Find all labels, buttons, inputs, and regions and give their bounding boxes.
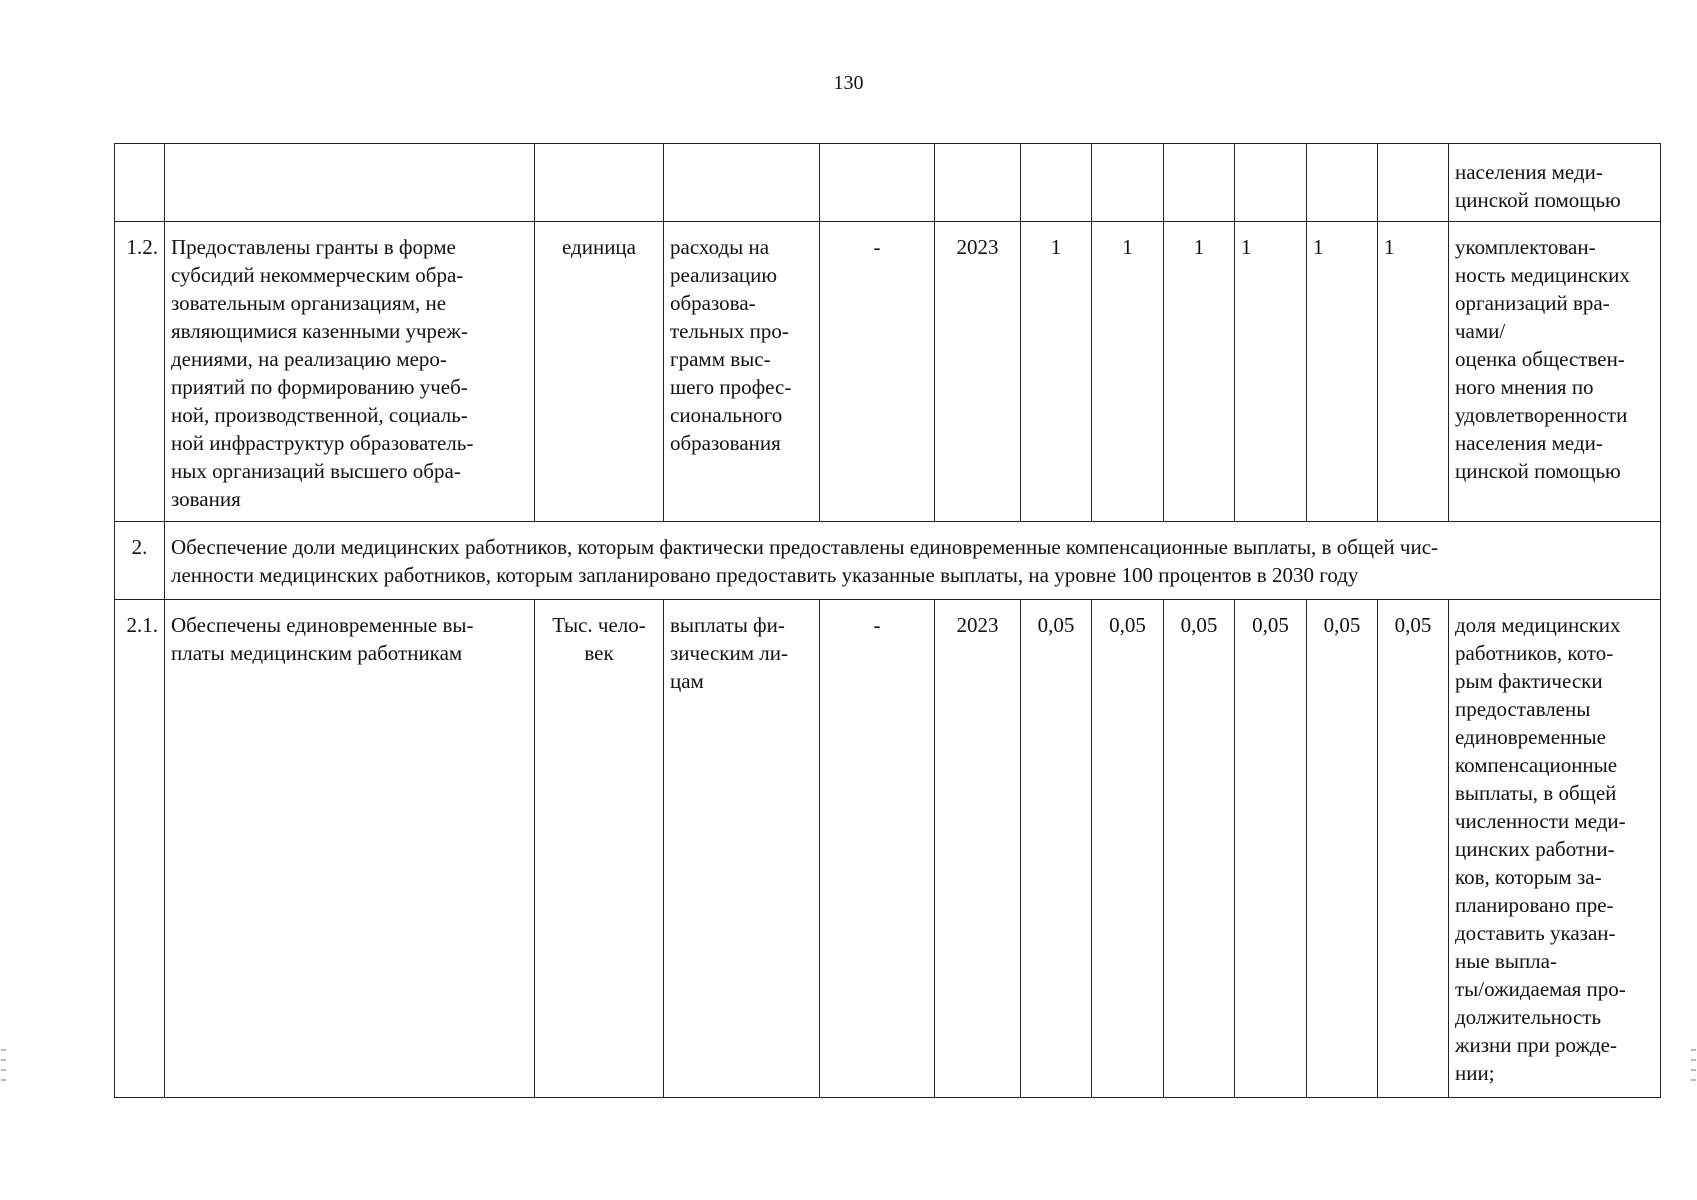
cell-value [1164, 144, 1235, 222]
cell-type: расходы на реализацию образова- тельных про- грамм выс- шего профес- сионального образования [664, 222, 820, 522]
table-row-1-2 [115, 222, 1661, 522]
cell-result-indicator: доля медицинских работников, кото- рым фактически предоставлены единовременные компенсационные выплаты, в общей численности меди- цинских работни- ков, которым за- планировано пре- доставить указан- ные выпла- ты/ожидаемая про- должительность жизни при рожде- нии; [1449, 600, 1661, 1098]
cell-value-2028: 0,05 [1235, 600, 1307, 1098]
table-row-2-1 [115, 600, 1661, 1098]
cell-value [1235, 144, 1307, 222]
cell-name: Предоставлены гранты в форме субсидий некоммерческим обра- зовательным организациям, не являющимися казенными учреж- дениями, на реализацию меро- приятий по формированию учеб- ной, производственной, социаль- ной инфраструктур образователь- ных организаций высшего обра- зования [165, 222, 535, 522]
cell-value-2025: 0,05 [1021, 600, 1092, 1098]
cell-type: выплаты фи- зическим ли- цам [664, 600, 820, 1098]
table-row-continuation [115, 144, 1661, 222]
cell-unit: Тыс. чело- век [535, 600, 664, 1098]
cell-value-2030: 1 [1378, 222, 1449, 522]
cell-num [115, 144, 165, 222]
cell-num: 1.2. [115, 222, 165, 522]
cell-value [1021, 144, 1092, 222]
page-number: 130 [833, 72, 864, 94]
cell-value-2029: 0,05 [1307, 600, 1378, 1098]
cell-value-2028: 1 [1235, 222, 1307, 522]
cell-name: Обеспечены единовременные вы- платы медицинским работникам [165, 600, 535, 1098]
cell-value-2027: 0,05 [1164, 600, 1235, 1098]
cell-num: 2. [115, 522, 165, 600]
cell-base-year: 2023 [935, 222, 1021, 522]
cell-value-2030: 0,05 [1378, 600, 1449, 1098]
cell-value [1378, 144, 1449, 222]
cell-base-year [935, 144, 1021, 222]
cell-result-indicator: укомплектован- ность медицинских организаций вра- чами/ оценка обществен- ного мнения по удовлетворенности населения меди- цинской помощью [1449, 222, 1661, 522]
cell-value [1092, 144, 1164, 222]
cell-value-2029: 1 [1307, 222, 1378, 522]
cell-base-value: - [820, 222, 935, 522]
cell-value-2025: 1 [1021, 222, 1092, 522]
scan-edge-mark-left [0, 1045, 8, 1095]
cell-type [664, 144, 820, 222]
cell-task-text: Обеспечение доли медицинских работников, которым фактически предоставлены единовременные компенсационные выплаты, в общей чис- ленности медицинских работников, которым запланировано предоставить указанные выплаты, на уровне 100 процентов в 2030 году [165, 522, 1661, 600]
table-row-2 [115, 522, 1661, 600]
cell-value-2027: 1 [1164, 222, 1235, 522]
cell-value-2026: 1 [1092, 222, 1164, 522]
cell-base-year: 2023 [935, 600, 1021, 1098]
cell-unit [535, 144, 664, 222]
cell-name [165, 144, 535, 222]
cell-base-value [820, 144, 935, 222]
cell-base-value: - [820, 600, 935, 1098]
cell-value-2026: 0,05 [1092, 600, 1164, 1098]
scan-edge-mark-right [1689, 1045, 1697, 1095]
cell-result-indicator: населения меди- цинской помощью [1449, 144, 1661, 222]
results-table [114, 143, 1661, 1098]
cell-value [1307, 144, 1378, 222]
cell-unit: единица [535, 222, 664, 522]
cell-num: 2.1. [115, 600, 165, 1098]
